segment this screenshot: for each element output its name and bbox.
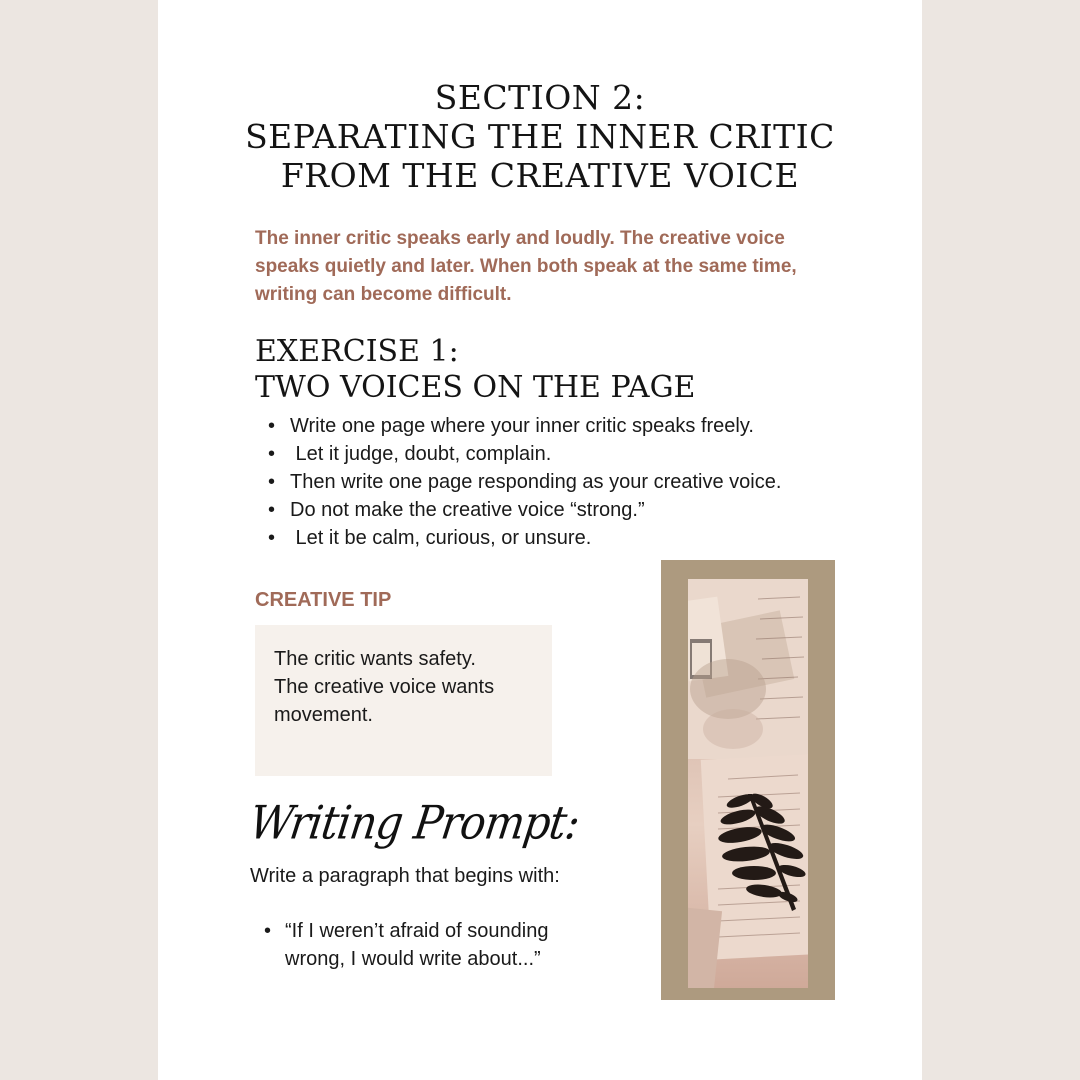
exercise-bullet-list — [268, 412, 868, 552]
creative-tip-line-1: The critic wants safety. — [274, 648, 476, 670]
exercise-bullet: • Write one page where your inner critic speaks freely. — [268, 412, 868, 440]
exercise-title-line-1: EXERCISE 1: — [255, 334, 459, 369]
exercise-bullet: • Do not make the creative voice “strong.” — [268, 496, 868, 524]
writing-prompt-quote: • “If I weren’t afraid of sounding wrong, I would write about...” — [264, 917, 594, 973]
fern-letters-illustration — [688, 579, 808, 988]
photo-frame — [661, 560, 835, 1000]
creative-tip-text — [274, 645, 534, 729]
section-title-line-1: SECTION 2: — [434, 78, 646, 117]
intro-paragraph: The inner critic speaks early and loudly. The creative voice speaks quietly and later. When both speak at the same time, writing can become difficult. — [255, 228, 797, 305]
creative-tip-line-2: The creative voice wants movement. — [274, 676, 495, 726]
writing-prompt-intro: Write a paragraph that begins with: — [250, 865, 560, 887]
writing-prompt-heading: Writing Prompt: — [246, 795, 583, 850]
exercise-bullet: • Then write one page responding as your creative voice. — [268, 468, 868, 496]
section-title-line-2: SEPARATING THE INNER CRITIC — [245, 117, 835, 156]
section-title — [158, 78, 922, 195]
exercise-title — [255, 334, 695, 406]
writing-prompt-list — [264, 917, 594, 973]
worksheet-page — [158, 0, 922, 1080]
exercise-bullet: • Let it judge, doubt, complain. — [268, 440, 868, 468]
fern-letters-photo — [688, 579, 808, 988]
section-title-line-3: FROM THE CREATIVE VOICE — [280, 156, 800, 195]
exercise-bullet: • Let it be calm, curious, or unsure. — [268, 524, 868, 552]
creative-tip-label: CREATIVE TIP — [255, 589, 392, 611]
exercise-title-line-2: TWO VOICES ON THE PAGE — [255, 370, 696, 405]
creative-tip-box — [255, 625, 552, 776]
